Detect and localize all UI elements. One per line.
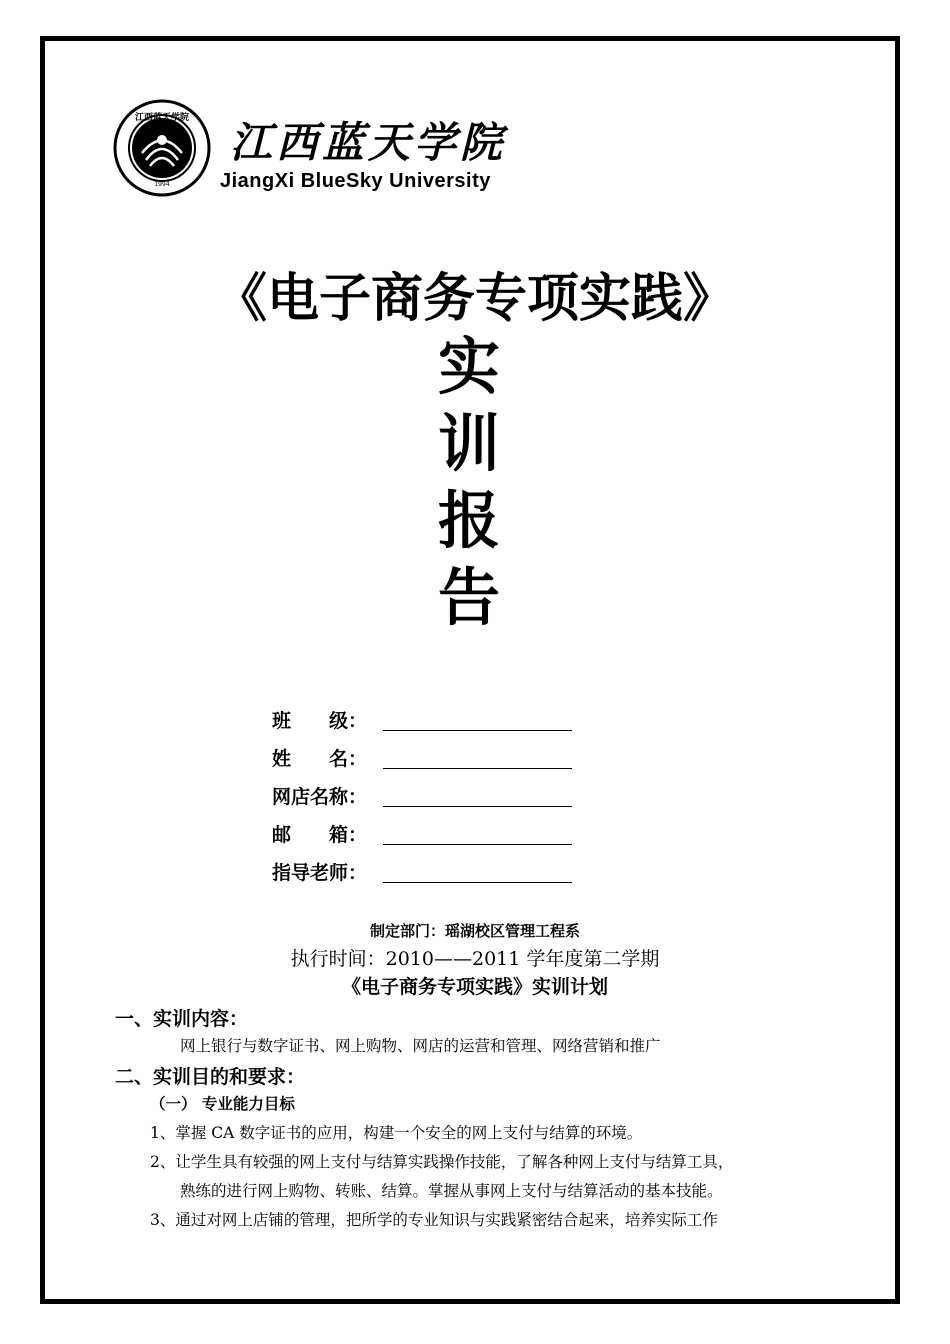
subsection-heading: （一） 专业能力目标: [150, 1095, 295, 1113]
section-1-text: 网上银行与数字证书、网上购物、网店的运营和管理、网络营销和推广: [180, 1037, 661, 1055]
title-char-2: 训: [437, 407, 500, 480]
form-label: 姓 名：: [272, 748, 368, 770]
list-item-continuation: 熟练的进行网上购物、转账、结算。掌握从事网上支付与结算活动的基本技能。: [180, 1182, 723, 1200]
fill-in-line: [383, 844, 572, 845]
list-item: 1、掌握 CA 数字证书的应用，构建一个安全的网上支付与结算的环境。: [150, 1124, 643, 1142]
title-char-3: 报: [437, 484, 500, 557]
section-1-heading: 一、实训内容：: [115, 1008, 249, 1030]
fill-in-line: [383, 882, 572, 883]
title-char-4: 告: [437, 561, 500, 634]
school-name-en: JiangXi BlueSky University: [220, 170, 491, 192]
school-name-cn: 江西蓝天学院: [230, 118, 507, 167]
title-char-1: 实: [437, 330, 500, 403]
section-2-heading: 二、实训目的和要求：: [115, 1066, 306, 1088]
plan-title: 《电子商务专项实践》实训计划: [341, 976, 608, 998]
execution-time-line: 执行时间：2010——2011 学年度第二学期: [290, 948, 660, 970]
form-label: 班 级：: [272, 710, 368, 732]
university-seal-logo: [112, 98, 212, 198]
course-title: 《电子商务专项实践》: [214, 269, 735, 329]
fill-in-line: [383, 730, 572, 731]
svg-text:1994: 1994: [154, 181, 170, 188]
fill-in-line: [383, 806, 572, 807]
list-item: 2、让学生具有较强的网上支付与结算实践操作技能，了解各种网上支付与结算工具，: [150, 1153, 734, 1171]
list-item: 3、通过对网上店铺的管理，把所学的专业知识与实践紧密结合起来，培养实际工作: [150, 1211, 718, 1229]
svg-text:江西蓝天学院: 江西蓝天学院: [134, 113, 190, 123]
form-label: 邮 箱：: [272, 824, 368, 846]
form-label: 指导老师：: [272, 862, 368, 884]
fill-in-line: [383, 768, 572, 769]
department-line: 制定部门：瑶湖校区管理工程系: [369, 922, 580, 940]
form-label: 网店名称：: [272, 786, 368, 808]
